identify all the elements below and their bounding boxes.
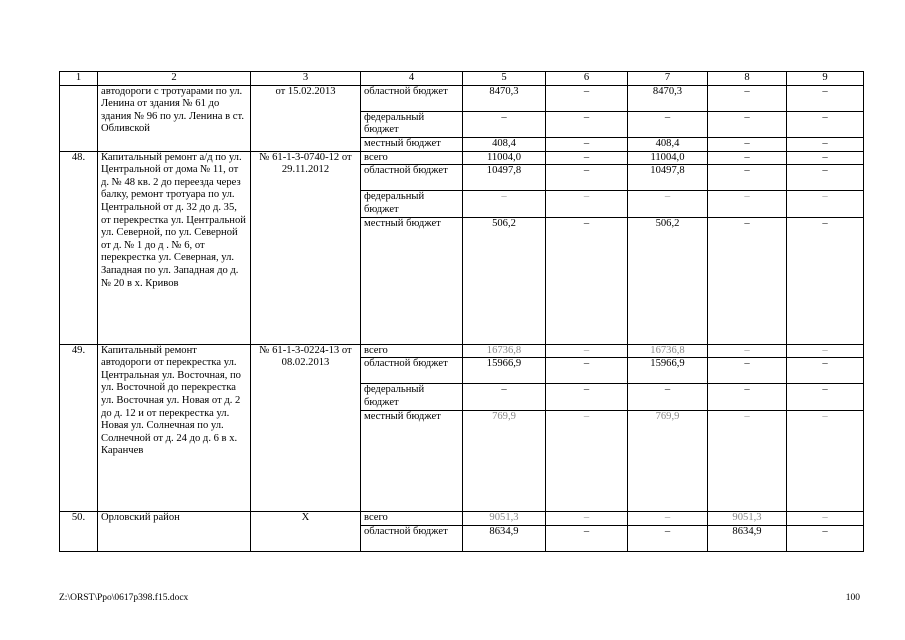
budget-table bbox=[59, 71, 864, 552]
funding-source: местный бюджет bbox=[361, 410, 463, 512]
amount-v9: – bbox=[787, 165, 864, 191]
page-number: 100 bbox=[845, 593, 860, 603]
amount-v9: – bbox=[787, 151, 864, 165]
amount-v7: 15966,9 bbox=[628, 358, 708, 384]
amount-v8: – bbox=[708, 358, 787, 384]
document-ref: № 61-1-3-0224-13 от 08.02.2013 bbox=[251, 344, 361, 512]
amount-v7: 506,2 bbox=[628, 217, 708, 344]
header-cell: 6 bbox=[546, 72, 628, 86]
amount-v9: – bbox=[787, 525, 864, 551]
funding-source: областной бюджет bbox=[361, 165, 463, 191]
amount-v6: – bbox=[546, 512, 628, 526]
amount-v8: – bbox=[708, 151, 787, 165]
funding-source: областной бюджет bbox=[361, 85, 463, 111]
amount-v6: – bbox=[546, 111, 628, 137]
amount-v9: – bbox=[787, 344, 864, 358]
table-row bbox=[60, 344, 864, 358]
amount-v9: – bbox=[787, 512, 864, 526]
header-cell: 2 bbox=[98, 72, 251, 86]
amount-v9: – bbox=[787, 358, 864, 384]
header-cell: 5 bbox=[463, 72, 546, 86]
item-name: Орловский район bbox=[98, 512, 251, 552]
file-path: Z:\ORST\Ppo\0617p398.f15.docx bbox=[59, 593, 189, 603]
document-ref: Х bbox=[251, 512, 361, 552]
amount-v5: 769,9 bbox=[463, 410, 546, 512]
amount-v7: 8470,3 bbox=[628, 85, 708, 111]
funding-source: всего bbox=[361, 512, 463, 526]
amount-v6: – bbox=[546, 217, 628, 344]
amount-v7: 10497,8 bbox=[628, 165, 708, 191]
amount-v6: – bbox=[546, 358, 628, 384]
funding-source: федеральный бюджет bbox=[361, 111, 463, 137]
amount-v6: – bbox=[546, 165, 628, 191]
funding-source: федеральный бюджет bbox=[361, 191, 463, 217]
amount-v8: – bbox=[708, 410, 787, 512]
amount-v7: 408,4 bbox=[628, 137, 708, 151]
amount-v6: – bbox=[546, 384, 628, 410]
amount-v5: 8470,3 bbox=[463, 85, 546, 111]
funding-source: местный бюджет bbox=[361, 217, 463, 344]
amount-v5: 408,4 bbox=[463, 137, 546, 151]
amount-v6: – bbox=[546, 85, 628, 111]
amount-v8: – bbox=[708, 191, 787, 217]
amount-v6: – bbox=[546, 410, 628, 512]
document-ref: от 15.02.2013 bbox=[251, 85, 361, 151]
item-name: автодороги с тротуарами по ул. Ленина от здания № 61 до здания № 96 по ул. Ленина в ст. Обливской bbox=[98, 85, 251, 151]
amount-v9: – bbox=[787, 191, 864, 217]
header-cell: 4 bbox=[361, 72, 463, 86]
header-cell: 9 bbox=[787, 72, 864, 86]
funding-source: всего bbox=[361, 151, 463, 165]
row-number: 48. bbox=[60, 151, 98, 344]
document-ref: № 61-1-3-0740-12 от 29.11.2012 bbox=[251, 151, 361, 344]
amount-v9: – bbox=[787, 111, 864, 137]
amount-v6: – bbox=[546, 525, 628, 551]
amount-v9: – bbox=[787, 410, 864, 512]
amount-v7: – bbox=[628, 384, 708, 410]
amount-v5: 15966,9 bbox=[463, 358, 546, 384]
table-row bbox=[60, 85, 864, 111]
amount-v5: 10497,8 bbox=[463, 165, 546, 191]
header-cell: 7 bbox=[628, 72, 708, 86]
funding-source: областной бюджет bbox=[361, 525, 463, 551]
amount-v7: – bbox=[628, 191, 708, 217]
amount-v5: 8634,9 bbox=[463, 525, 546, 551]
header-cell: 1 bbox=[60, 72, 98, 86]
amount-v8: – bbox=[708, 165, 787, 191]
item-name: Капитальный ремонт автодороги от перекрестка ул. Центральная ул. Восточная, по ул. Восточной до перекрестка ул. Восточная ул. Новая от д. 2 до д. 12 и от перекрестка ул. Новая ул. Солнечная по ул. Солнечной от д. 24 до д. 6 в х. Каранчев bbox=[98, 344, 251, 512]
row-number: 50. bbox=[60, 512, 98, 552]
amount-v5: – bbox=[463, 111, 546, 137]
amount-v5: – bbox=[463, 384, 546, 410]
funding-source: федеральный бюджет bbox=[361, 384, 463, 410]
item-name: Капитальный ремонт а/д по ул. Центральной от дома № 11, от д. № 48 кв. 2 до переезда через балку, ремонт тротуара по ул. Центральной от д. 32 до д. 35, от перекрестка ул. Центральной ул. Северной, по ул. Северной от д. № 1 до д . № 6, от перекрестка ул. Северная, ул. Западная по ул. Западная до д. № 20 в х. Кривов bbox=[98, 151, 251, 344]
amount-v5: – bbox=[463, 191, 546, 217]
amount-v8: – bbox=[708, 384, 787, 410]
amount-v7: 16736,8 bbox=[628, 344, 708, 358]
amount-v8: – bbox=[708, 344, 787, 358]
amount-v6: – bbox=[546, 344, 628, 358]
amount-v8: – bbox=[708, 217, 787, 344]
table-row bbox=[60, 151, 864, 165]
row-number bbox=[60, 85, 98, 151]
amount-v9: – bbox=[787, 137, 864, 151]
amount-v7: 11004,0 bbox=[628, 151, 708, 165]
amount-v5: 11004,0 bbox=[463, 151, 546, 165]
amount-v6: – bbox=[546, 191, 628, 217]
header-row bbox=[60, 72, 864, 86]
amount-v9: – bbox=[787, 85, 864, 111]
amount-v8: – bbox=[708, 85, 787, 111]
funding-source: областной бюджет bbox=[361, 358, 463, 384]
amount-v6: – bbox=[546, 151, 628, 165]
amount-v5: 506,2 bbox=[463, 217, 546, 344]
amount-v8: 9051,3 bbox=[708, 512, 787, 526]
amount-v5: 9051,3 bbox=[463, 512, 546, 526]
amount-v7: – bbox=[628, 111, 708, 137]
header-cell: 8 bbox=[708, 72, 787, 86]
row-number: 49. bbox=[60, 344, 98, 512]
amount-v7: 769,9 bbox=[628, 410, 708, 512]
amount-v5: 16736,8 bbox=[463, 344, 546, 358]
amount-v7: – bbox=[628, 525, 708, 551]
table-row bbox=[60, 512, 864, 526]
amount-v9: – bbox=[787, 217, 864, 344]
table-body bbox=[60, 72, 864, 552]
amount-v6: – bbox=[546, 137, 628, 151]
funding-source: местный бюджет bbox=[361, 137, 463, 151]
amount-v8: 8634,9 bbox=[708, 525, 787, 551]
funding-source: всего bbox=[361, 344, 463, 358]
header-cell: 3 bbox=[251, 72, 361, 86]
amount-v8: – bbox=[708, 111, 787, 137]
amount-v7: – bbox=[628, 512, 708, 526]
amount-v8: – bbox=[708, 137, 787, 151]
amount-v9: – bbox=[787, 384, 864, 410]
